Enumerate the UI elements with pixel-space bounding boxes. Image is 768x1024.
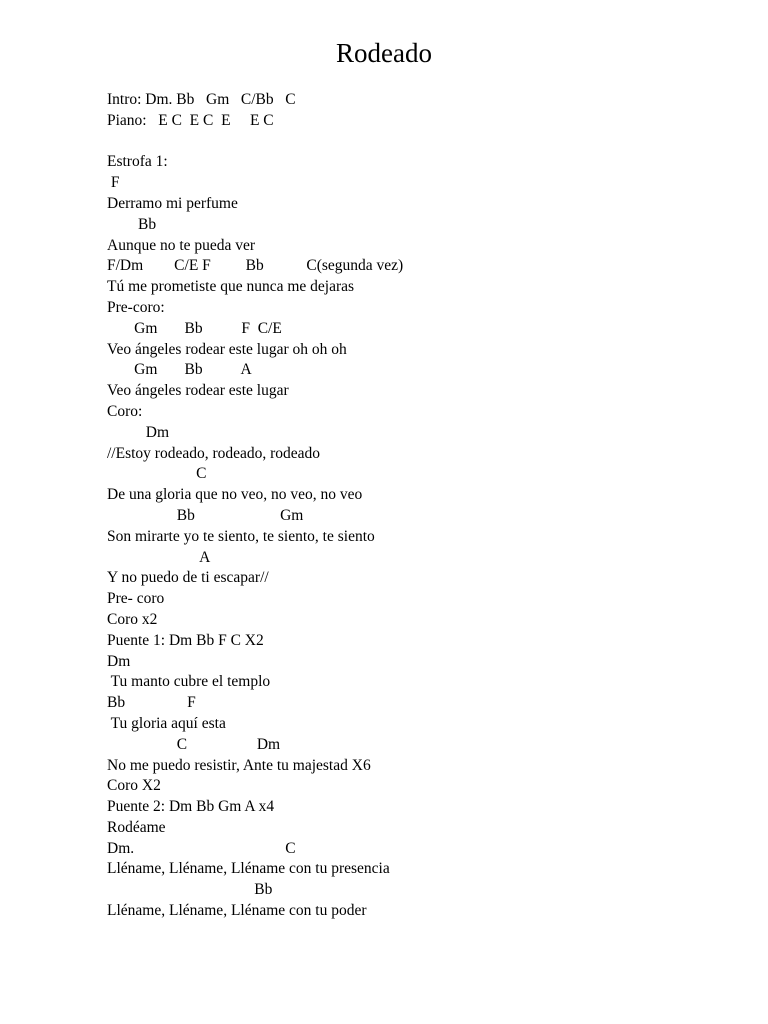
chord-line: Dm (107, 423, 169, 441)
text-line: Tú me prometiste que nunca me dejaras (107, 278, 355, 296)
text-line: Rodéame (107, 818, 166, 836)
text-line: No me puedo resistir, Ante tu majestad X6 (107, 756, 371, 774)
text-line: F/Dm C/E F Bb C(segunda vez) (107, 257, 404, 275)
chord-line: Bb Gm (107, 506, 304, 524)
text-line: Pre- coro (107, 590, 165, 608)
text-line: Tu manto cubre el templo (107, 673, 271, 691)
song-title: Rodeado (336, 38, 432, 68)
lyrics-chords-body (107, 90, 747, 922)
text-line: //Estoy rodeado, rodeado, rodeado (107, 444, 321, 462)
text-line: Coro: (107, 402, 143, 420)
text-line: Veo ángeles rodear este lugar (107, 382, 289, 400)
text-line: Coro X2 (107, 777, 161, 795)
text-line: Puente 2: Dm Bb Gm A x4 (107, 798, 275, 816)
text-line: Y no puedo de ti escapar// (107, 569, 269, 587)
text-line: Tu gloria aquí esta (107, 714, 226, 732)
chord-line: A (107, 548, 211, 566)
text-line: Intro: Dm. Bb Gm C/Bb C (107, 91, 296, 108)
text-line: Veo ángeles rodear este lugar oh oh oh (107, 340, 347, 358)
chord-line: C (107, 465, 207, 483)
text-line: De una gloria que no veo, no veo, no veo (107, 486, 363, 504)
text-line: Lléname, Lléname, Lléname con tu presencia (107, 860, 390, 878)
text-line: Lléname, Lléname, Lléname con tu poder (107, 902, 367, 920)
text-line: Pre-coro: (107, 298, 165, 316)
chord-line: Bb (107, 215, 157, 233)
chord-line: Dm. C (107, 839, 296, 857)
chord-line: C Dm (107, 735, 281, 753)
chord-line: Dm (107, 652, 131, 670)
chord-line: Bb (107, 881, 273, 899)
text-line: Piano: E C E C E E C (107, 111, 274, 129)
chord-line: Gm Bb F C/E (107, 319, 282, 337)
chord-line: F (107, 174, 120, 192)
text-line: Puente 1: Dm Bb F C X2 (107, 631, 264, 649)
chord-line: Bb F (107, 694, 196, 712)
text-line: Estrofa 1: (107, 153, 168, 171)
text-line: Son mirarte yo te siento, te siento, te siento (107, 527, 375, 545)
chord-line: Gm Bb A (107, 361, 252, 379)
blank-line (107, 132, 747, 153)
text-line: Aunque no te pueda ver (107, 236, 256, 254)
text-line: Derramo mi perfume (107, 194, 238, 212)
text-line: Coro x2 (107, 610, 158, 628)
